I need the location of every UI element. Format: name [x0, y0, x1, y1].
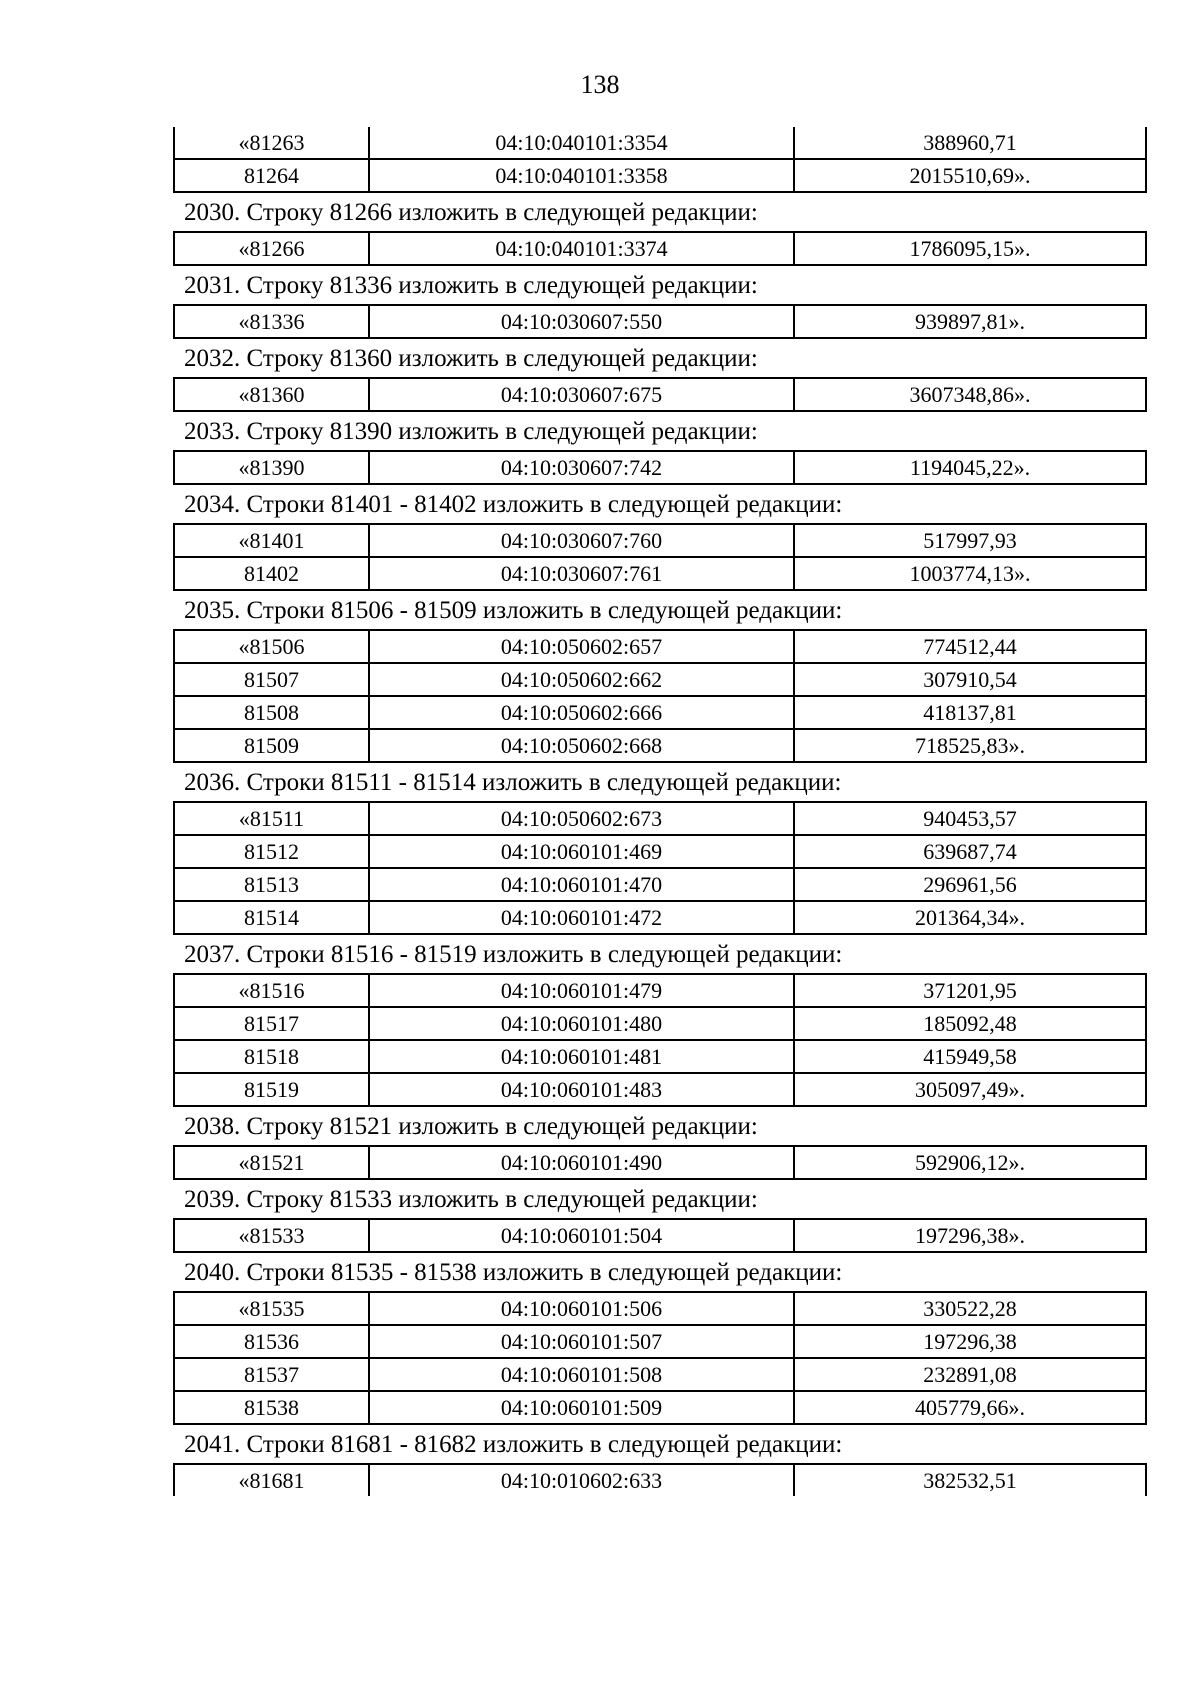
- value-cell: 296961,56: [794, 868, 1146, 901]
- cadastral-number-cell: 04:10:040101:3374: [369, 232, 794, 265]
- cadastral-number-cell: 04:10:060101:481: [369, 1040, 794, 1073]
- amendment-table: [173, 231, 1147, 266]
- row-number-cell: 81536: [174, 1325, 369, 1358]
- table-row: [174, 901, 1146, 934]
- table-row: [174, 1464, 1146, 1496]
- cadastral-number-cell: 04:10:060101:507: [369, 1325, 794, 1358]
- amendment-heading: 2034. Строки 81401 - 81402 изложить в следующей редакции:: [184, 491, 843, 518]
- value-cell: 382532,51: [794, 1464, 1146, 1496]
- cadastral-number-cell: 04:10:060101:504: [369, 1219, 794, 1252]
- amendment-heading: 2038. Строку 81521 изложить в следующей редакции:: [184, 1113, 758, 1140]
- table-row: [174, 1007, 1146, 1040]
- amendment-table: [173, 1463, 1147, 1496]
- row-number-cell: «81263: [174, 127, 369, 159]
- amendment-table: [173, 377, 1147, 412]
- table-row: [174, 696, 1146, 729]
- value-cell: 3607348,86».: [794, 378, 1146, 411]
- cadastral-number-cell: 04:10:060101:506: [369, 1292, 794, 1325]
- table-row: [174, 232, 1146, 265]
- row-number-cell: 81514: [174, 901, 369, 934]
- amendment-table: [173, 304, 1147, 339]
- table-row: [174, 868, 1146, 901]
- value-cell: 371201,95: [794, 974, 1146, 1007]
- cadastral-number-cell: 04:10:040101:3354: [369, 127, 794, 159]
- cadastral-number-cell: 04:10:060101:490: [369, 1146, 794, 1179]
- value-cell: 939897,81».: [794, 305, 1146, 338]
- cadastral-number-cell: 04:10:060101:509: [369, 1391, 794, 1424]
- row-number-cell: 81537: [174, 1358, 369, 1391]
- value-cell: 201364,34».: [794, 901, 1146, 934]
- row-number-cell: «81681: [174, 1464, 369, 1496]
- table-row: [174, 378, 1146, 411]
- value-cell: 405779,66».: [794, 1391, 1146, 1424]
- value-cell: 418137,81: [794, 696, 1146, 729]
- cadastral-number-cell: 04:10:050602:673: [369, 802, 794, 835]
- row-number-cell: 81538: [174, 1391, 369, 1424]
- row-number-cell: 81508: [174, 696, 369, 729]
- row-number-cell: 81513: [174, 868, 369, 901]
- row-number-cell: «81506: [174, 630, 369, 663]
- row-number-cell: 81264: [174, 159, 369, 192]
- amendment-heading: 2039. Строку 81533 изложить в следующей редакции:: [184, 1186, 758, 1213]
- row-number-cell: «81516: [174, 974, 369, 1007]
- cadastral-number-cell: 04:10:060101:483: [369, 1073, 794, 1106]
- cadastral-number-cell: 04:10:060101:480: [369, 1007, 794, 1040]
- value-cell: 197296,38: [794, 1325, 1146, 1358]
- cadastral-number-cell: 04:10:050602:666: [369, 696, 794, 729]
- row-number-cell: 81402: [174, 557, 369, 590]
- amendment-table: [173, 450, 1147, 485]
- amendment-heading: 2033. Строку 81390 изложить в следующей редакции:: [184, 418, 758, 445]
- amendment-table: [173, 801, 1147, 935]
- value-cell: 305097,49».: [794, 1073, 1146, 1106]
- cadastral-number-cell: 04:10:050602:657: [369, 630, 794, 663]
- table-row: [174, 835, 1146, 868]
- row-number-cell: «81390: [174, 451, 369, 484]
- table-row: [174, 557, 1146, 590]
- value-cell: 1003774,13».: [794, 557, 1146, 590]
- amendment-heading: 2030. Строку 81266 изложить в следующей редакции:: [184, 199, 758, 226]
- cadastral-number-cell: 04:10:030607:760: [369, 524, 794, 557]
- cadastral-number-cell: 04:10:030607:761: [369, 557, 794, 590]
- amendment-heading: 2032. Строку 81360 изложить в следующей редакции:: [184, 345, 758, 372]
- row-number-cell: «81535: [174, 1292, 369, 1325]
- cadastral-number-cell: 04:10:060101:508: [369, 1358, 794, 1391]
- cadastral-number-cell: 04:10:060101:479: [369, 974, 794, 1007]
- value-cell: 197296,38».: [794, 1219, 1146, 1252]
- amendment-table: [173, 1218, 1147, 1253]
- amendment-heading: 2037. Строки 81516 - 81519 изложить в следующей редакции:: [184, 941, 843, 968]
- row-number-cell: 81519: [174, 1073, 369, 1106]
- amendment-heading: 2031. Строку 81336 изложить в следующей редакции:: [184, 272, 758, 299]
- cadastral-number-cell: 04:10:060101:470: [369, 868, 794, 901]
- table-row: [174, 1219, 1146, 1252]
- row-number-cell: «81533: [174, 1219, 369, 1252]
- cadastral-number-cell: 04:10:060101:472: [369, 901, 794, 934]
- value-cell: 1786095,15».: [794, 232, 1146, 265]
- value-cell: 330522,28: [794, 1292, 1146, 1325]
- table-row: [174, 663, 1146, 696]
- value-cell: 415949,58: [794, 1040, 1146, 1073]
- amendment-table: [173, 629, 1147, 763]
- value-cell: 232891,08: [794, 1358, 1146, 1391]
- row-number-cell: «81511: [174, 802, 369, 835]
- cadastral-number-cell: 04:10:010602:633: [369, 1464, 794, 1496]
- value-cell: 774512,44: [794, 630, 1146, 663]
- row-number-cell: 81517: [174, 1007, 369, 1040]
- row-number-cell: «81521: [174, 1146, 369, 1179]
- value-cell: 1194045,22».: [794, 451, 1146, 484]
- row-number-cell: 81518: [174, 1040, 369, 1073]
- row-number-cell: 81507: [174, 663, 369, 696]
- row-number-cell: «81360: [174, 378, 369, 411]
- amendment-table: [173, 523, 1147, 591]
- cadastral-number-cell: 04:10:050602:668: [369, 729, 794, 762]
- cadastral-number-cell: 04:10:030607:550: [369, 305, 794, 338]
- table-row: [174, 802, 1146, 835]
- amendment-heading: 2036. Строки 81511 - 81514 изложить в следующей редакции:: [184, 769, 842, 796]
- table-row: [174, 159, 1146, 192]
- value-cell: 718525,83».: [794, 729, 1146, 762]
- document-body: [173, 127, 1145, 1496]
- cadastral-number-cell: 04:10:030607:742: [369, 451, 794, 484]
- cadastral-number-cell: 04:10:060101:469: [369, 835, 794, 868]
- cadastral-number-cell: 04:10:040101:3358: [369, 159, 794, 192]
- row-number-cell: 81512: [174, 835, 369, 868]
- table-row: [174, 1292, 1146, 1325]
- cadastral-number-cell: 04:10:030607:675: [369, 378, 794, 411]
- table-row: [174, 127, 1146, 159]
- row-number-cell: 81509: [174, 729, 369, 762]
- table-row: [174, 729, 1146, 762]
- amendment-table: [173, 1291, 1147, 1425]
- cadastral-number-cell: 04:10:050602:662: [369, 663, 794, 696]
- amendment-heading: 2040. Строки 81535 - 81538 изложить в следующей редакции:: [184, 1259, 843, 1286]
- amendment-table: [173, 973, 1147, 1107]
- table-row: [174, 1040, 1146, 1073]
- value-cell: 388960,71: [794, 127, 1146, 159]
- table-row: [174, 1391, 1146, 1424]
- value-cell: 517997,93: [794, 524, 1146, 557]
- row-number-cell: «81401: [174, 524, 369, 557]
- table-row: [174, 1358, 1146, 1391]
- table-row: [174, 630, 1146, 663]
- value-cell: 940453,57: [794, 802, 1146, 835]
- row-number-cell: «81266: [174, 232, 369, 265]
- value-cell: 592906,12».: [794, 1146, 1146, 1179]
- value-cell: 185092,48: [794, 1007, 1146, 1040]
- table-row: [174, 1146, 1146, 1179]
- value-cell: 639687,74: [794, 835, 1146, 868]
- row-number-cell: «81336: [174, 305, 369, 338]
- amendment-heading: 2041. Строки 81681 - 81682 изложить в следующей редакции:: [184, 1431, 843, 1458]
- table-row: [174, 305, 1146, 338]
- table-row: [174, 524, 1146, 557]
- amendment-table: [173, 127, 1147, 193]
- amendment-heading: 2035. Строки 81506 - 81509 изложить в следующей редакции:: [184, 597, 843, 624]
- amendment-table: [173, 1145, 1147, 1180]
- value-cell: 307910,54: [794, 663, 1146, 696]
- table-row: [174, 1325, 1146, 1358]
- value-cell: 2015510,69».: [794, 159, 1146, 192]
- table-row: [174, 1073, 1146, 1106]
- page-number: 138: [580, 70, 620, 99]
- table-row: [174, 974, 1146, 1007]
- table-row: [174, 451, 1146, 484]
